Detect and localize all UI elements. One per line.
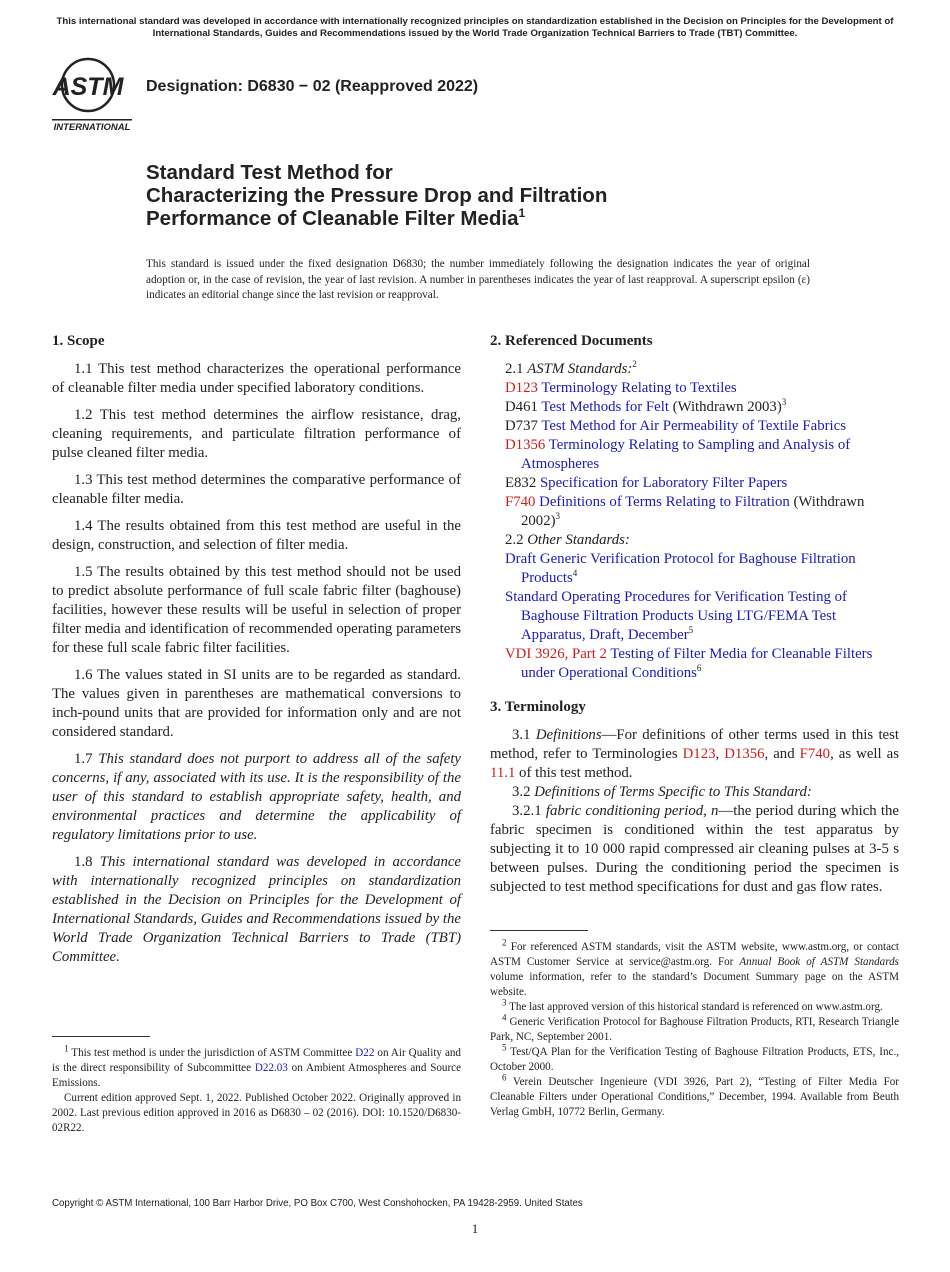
terminology-para-3-1: 3.1 Definitions—For definitions of other terms used in this test method, refer to Terminologies D123, D1356, and F740, as well as 11.1 of this test method. [490,727,899,781]
ref-item [490,436,899,474]
footnotes-right [490,930,899,1120]
page-title [146,161,786,230]
scope-para-1-1: 1.1 This test method characterizes the operational performance of cleanable filter media under specified laboratory conditions. [52,361,461,396]
footnote-divider [490,930,588,931]
terminology-para-3-2-1: 3.2.1 fabric conditioning period, n—the period during which the fabric specimen is conditioned within the test apparatus by subjecting it to 10 000 rapid compressed air cleaning pulses at 3-5 s between pulses. During the conditioning period the specimen is subjected to test method specifications for dust and gas flow rates. [490,803,899,895]
designation: Designation: D6830 − 02 (Reapproved 2022) [146,78,479,95]
other-ref-item: Standard Operating Procedures for Verification Testing of Baghouse Filtration Products Using LTG/FEMA Test Apparatus, Draft, December$^5$ [505,589,847,643]
scope-heading: 1. Scope [52,333,105,349]
page-number: 1 [471,1221,479,1236]
title-footnote-mark: 1 [518,206,526,221]
left-column [52,331,461,975]
other-ref-item: VDI 3926, Part 2 Testing of Filter Media for Cleanable Filters under Operational Conditions$^6$ [505,646,873,681]
astm-standards-heading: 2.1 ASTM Standards:$^2$ [505,359,637,377]
top-notice: This international standard was developed in accordance with internationally recognized principles on standardization established in the Decision on Principles for the Development of International Standards, Guides and Recommendations issued by the World Trade Organization Technical Barriers to Trade (TBT) Committee. [56,16,894,39]
astm-logo-icon [52,55,136,133]
section-ref-link[interactable]: 11.1 [490,765,516,781]
ref-item [490,474,899,493]
footnote-divider [52,1036,150,1037]
footnote-3: $^3$ The last approved version of this historical standard is referenced on www.astm.org. [502,997,883,1013]
ref-item [490,379,899,398]
subcommittee-link[interactable]: D22.03 [254,1062,288,1074]
scope-para-1-6: 1.6 The values stated in SI units are to be regarded as standard. The values given in parentheses are mathematical conversions to inch-pound units that are provided for information only and are not considered standard. [52,667,461,740]
ref-code-link[interactable]: D123 [505,380,538,396]
other-ref-link[interactable]: Standard Operating Procedures for Verification Testing of Baghouse Filtration Products Using LTG/FEMA Test Apparatus, Draft, December [505,589,847,643]
ref-title-link[interactable]: Specification for Laboratory Filter Papers [539,475,788,491]
scope-para-1-2: 1.2 This test method determines the airflow resistance, drag, cleaning requirements, and particulate filtration performance of pulse cleaned filter media. [52,407,461,461]
terminology-para-3-2: 3.2 Definitions of Terms Specific to This Standard: [512,784,812,800]
other-ref-link[interactable]: Draft Generic Verification Protocol for Baghouse Filtration Products [505,551,856,586]
title-line-3: Performance of Cleanable Filter Media$^1$ [146,206,526,230]
terminology-heading: 3. Terminology [490,699,586,715]
ref-title-link[interactable]: Terminology Relating to Textiles [541,380,737,396]
term-ref-link[interactable]: F740 [799,746,831,762]
ref-code: D737 [505,418,538,434]
term-ref-link[interactable]: D1356 [724,746,765,762]
footnote-4: $^4$ Generic Verification Protocol for Baghouse Filtration Products, RTI, Research Triangle Park, NC, September 2001. [490,1012,899,1043]
scope-para-1-4: 1.4 The results obtained from this test method are useful in the design, construction, and selection of filter media. [52,518,461,553]
ref-code-link[interactable]: D1356 [505,437,546,453]
ref-code: D461 [505,399,538,415]
logo-text: ASTM [52,73,124,101]
edition-note: Current edition approved Sept. 1, 2022. Published October 2022. Originally approved in 2002. Last previous edition approved in 2016 as D6830 – 02 (2016). DOI: 10.1520/D6830-02R22. [52,1092,461,1134]
issue-note: This standard is issued under the fixed designation D6830; the number immediately following the designation indicates the year of original adoption or, in the case of revision, the year of last revision. A number in parentheses indicates the year of last reapproval. A superscript epsilon (ε) indicates an editorial change since the last revision or reapproval. [146,258,810,301]
scope-para-1-7: 1.7 This standard does not purport to address all of the safety concerns, if any, associated with its use. It is the responsibility of the user of this standard to establish appropriate safety, health, and environmental practices and determine the applicability of regulatory limitations prior to use. [52,751,461,843]
copyright: Copyright © ASTM International, 100 Barr Harbor Drive, PO Box C700, West Conshohocken, PA 19428-2959. United States [52,1198,583,1209]
ref-code-link[interactable]: VDI 3926, Part 2 [505,646,607,662]
committee-link[interactable]: D22 [355,1047,375,1059]
ref-item: D461 Test Methods for Felt (Withdrawn 2003)$^3$ [505,397,787,415]
other-ref-item: Draft Generic Verification Protocol for Baghouse Filtration Products$^4$ [505,551,856,586]
footnote-6: $^6$ Verein Deutscher Ingenieure (VDI 3926, Part 2), “Testing of Filter Media For Cleanable Filters under Operational Conditions,” December, 1994. Available from Beuth Verlag GmbH, 10772 Berlin, Germany. [490,1072,899,1118]
scope-para-1-8: 1.8 This international standard was developed in accordance with internationally recognized principles on standardization established in the Decision on Principles for the Development of International Standards, Guides and Recommendations issued by the World Trade Organization Technical Barriers to Trade (TBT) Committee. [52,854,461,965]
title-line-1: Standard Test Method for [146,161,393,184]
other-standards-heading: 2.2 Other Standards: [505,532,630,548]
ref-title-link[interactable]: Test Methods for Felt [541,399,669,415]
footnote-5: $^5$ Test/QA Plan for the Verification Testing of Baghouse Filtration Products, ETS, Inc., October 2000. [490,1042,899,1073]
footnote-2: $^2$ For referenced ASTM standards, visit the ASTM website, www.astm.org, or contact ASTM Customer Service at service@astm.org. For Annual Book of ASTM Standards volume information, refer to the standard’s Document Summary page on the ASTM website. [490,937,899,998]
footnotes-left [52,1036,461,1136]
ref-title-link[interactable]: Test Method for Air Permeability of Textile Fabrics [541,418,846,434]
scope-para-1-3: 1.3 This test method determines the comparative performance of cleanable filter media. [52,472,461,507]
ref-code-link[interactable]: F740 [505,494,536,510]
title-line-2: Characterizing the Pressure Drop and Filtration [146,184,608,207]
refs-heading: 2. Referenced Documents [490,333,653,349]
other-ref-link[interactable]: Testing of Filter Media for Cleanable Filters under Operational Conditions [521,646,873,681]
term-ref-link[interactable]: D123 [682,746,716,762]
ref-code: E832 [505,475,537,491]
footnote-1: $^1$ This test method is under the jurisdiction of ASTM Committee D22 on Air Quality and is the direct responsibility of Subcommittee D22.03 on Ambient Atmospheres and Source Emissions. [52,1043,461,1089]
logo-subtext: INTERNATIONAL [53,122,131,133]
scope-para-1-5: 1.5 The results obtained by this test method should not be used to predict absolute performance of full scale fabric filter (baghouse) facilities, however these results will be useful in selection of proper filter media and identification of recommended operating parameters for these full scale fabric filter facilities. [52,564,461,656]
ref-title-link[interactable]: Terminology Relating to Sampling and Analysis of Atmospheres [521,437,851,472]
ref-item: F740 Definitions of Terms Relating to Filtration (Withdrawn 2002)$^3$ [505,494,865,529]
right-column [490,331,899,897]
ref-item [490,417,899,436]
ref-title-link[interactable]: Definitions of Terms Relating to Filtration [539,494,790,510]
